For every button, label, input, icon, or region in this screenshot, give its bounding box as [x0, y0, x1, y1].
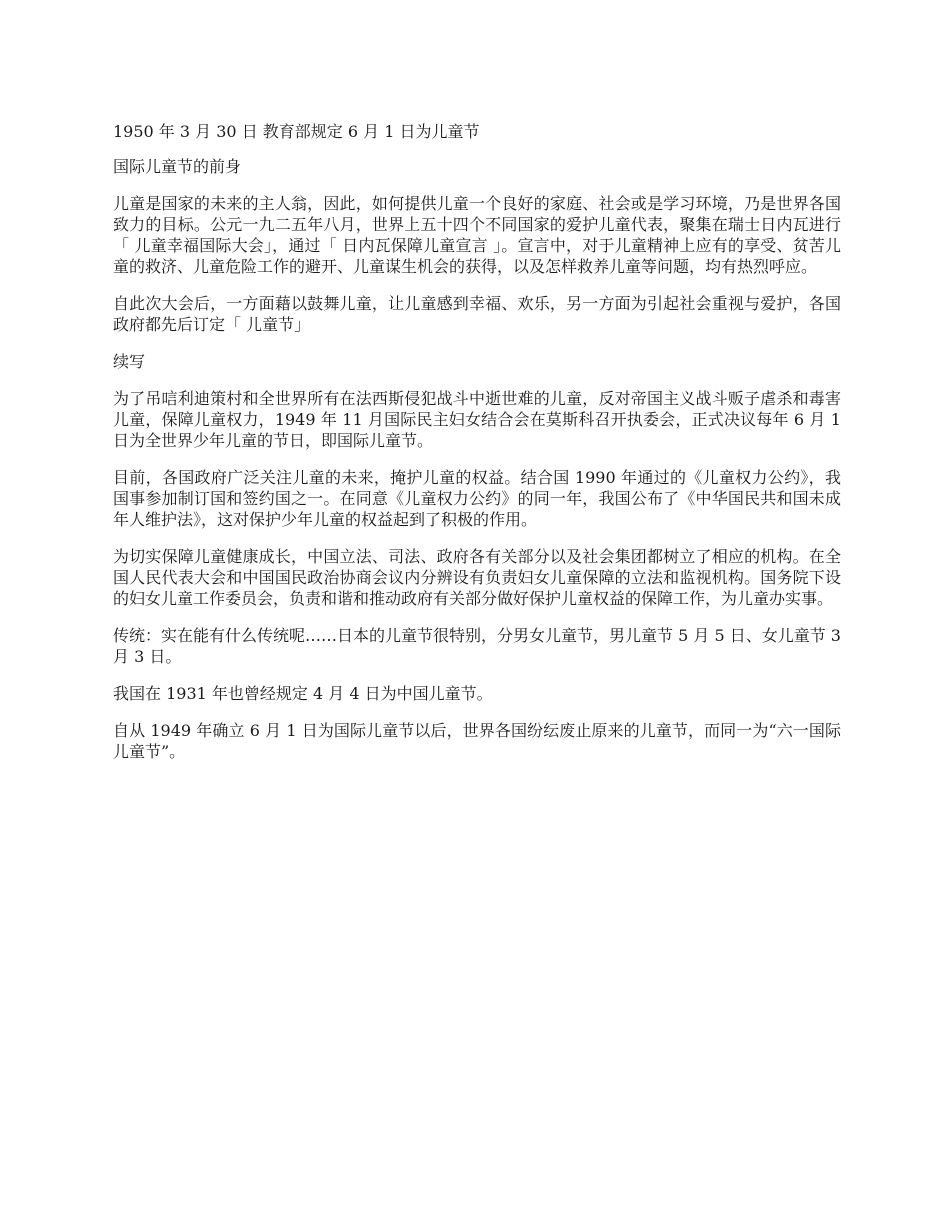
section-heading-origin: 国际儿童节的前身	[113, 157, 242, 176]
document-title: 1950 年 3 月 30 日 教育部规定 6 月 1 日为儿童节	[113, 122, 480, 141]
paragraph: 目前，各国政府广泛关注儿童的未来，掩护儿童的权益。结合国 1990 年通过的《儿童权力公约》，我国事参加制订国和签约国之一。在同意《儿童权力公约》的同一年，我国公布了《中华国民共和国未成年人维护法》，这对保护少年儿童的权益起到了积极的作用。	[113, 468, 841, 529]
paragraph: 传统：实在能有什么传统呢……日本的儿童节很特别，分男女儿童节，男儿童节 5 月 5 日、女儿童节 3 月 3 日。	[113, 626, 841, 666]
paragraph: 我国在 1931 年也曾经规定 4 月 4 日为中国儿童节。	[113, 684, 493, 703]
paragraph: 自此次大会后，一方面藉以鼓舞儿童，让儿童感到幸福、欢乐，另一方面为引起社会重视与爱护，各国政府都先后订定「 儿童节」	[113, 294, 841, 334]
document-body	[113, 121, 841, 778]
section-heading-continued: 续写	[113, 352, 146, 371]
paragraph: 自从 1949 年确立 6 月 1 日为国际儿童节以后，世界各国纷纭废止原来的儿童节，而同一为“六一国际儿童节”。	[113, 721, 841, 761]
paragraph: 儿童是国家的未来的主人翁，因此，如何提供儿童一个良好的家庭、社会或是学习环境，乃是世界各国致力的目标。公元一九二五年八月，世界上五十四个不同国家的爱护儿童代表，聚集在瑞士日内瓦进行「 儿童幸福国际大会」，通过「 日内瓦保障儿童宣言 」。宣言中，对于儿童精神上应有的享受、贫苦儿童的救济、儿童危险工作的避开、儿童谋生机会的获得，以及怎样救养儿童等问题，均有热烈呼应。	[113, 194, 841, 276]
paragraph: 为了吊唁利迪策村和全世界所有在法西斯侵犯战斗中逝世难的儿童，反对帝国主义战斗贩子虐杀和毒害儿童，保障儿童权力，1949 年 11 月国际民主妇女结合会在莫斯科召开执委会，正式决议每年 6 月 1 日为全世界少年儿童的节日，即国际儿童节。	[113, 389, 841, 450]
paragraph: 为切实保障儿童健康成长，中国立法、司法、政府各有关部分以及社会集团都树立了相应的机构。在全国人民代表大会和中国国民政治协商会议内分辨设有负责妇女儿童保障的立法和监视机构。国务院下设的妇女儿童工作委员会，负责和谐和推动政府有关部分做好保护儿童权益的保障工作，为儿童办实事。	[113, 547, 841, 608]
